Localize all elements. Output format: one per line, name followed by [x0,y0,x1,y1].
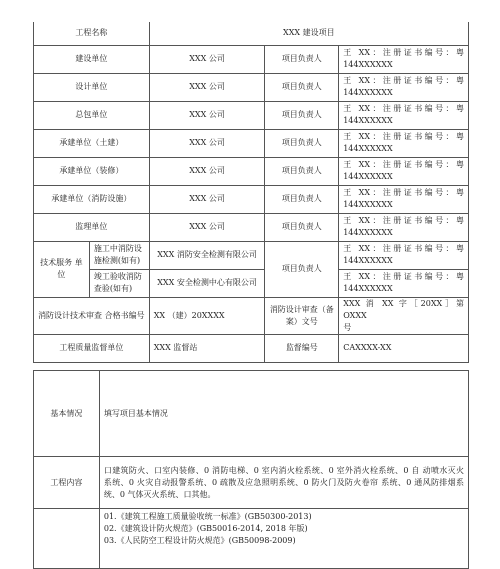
person-line-2: 144XXXXXX [343,144,393,153]
unit-role: 项目负责人 [265,45,339,73]
unit-label: 承建单位（装修） [34,157,150,185]
table-row [34,334,469,362]
person-line-2: 144XXXXXX [343,200,393,209]
unit-company: XXX 公司 [149,157,265,185]
table-row [34,241,469,269]
unit-company: XXX 公司 [149,213,265,241]
tech-company: XXX 安全检测中心有限公司 [149,269,265,297]
unit-company: XXX 公司 [149,185,265,213]
review-value-2 [339,297,469,334]
table-row [34,22,469,45]
unit-company: XXX 公司 [149,73,265,101]
review-value-2-line-2: 号 [343,322,352,332]
unit-company: XXX 公司 [149,101,265,129]
tech-sub-line-1: 竣工验收消防 [93,272,142,281]
unit-label: 承建单位（消防设施） [34,185,150,213]
tech-sub-line-1: 施工中消防设 [93,244,142,253]
table-row [34,269,469,297]
content-line-1: 口建筑防火、口室内装修、0 消防电梯、0 室内消火栓系统、0 室外消火栓系统、0 自 动喷水灭火 [103,465,464,475]
tech-person [339,269,469,297]
review-label: 消防设计技术审查 合格书编号 [34,297,150,334]
person-line-2: 144XXXXXX [343,172,393,181]
table-row [34,129,469,157]
tech-person [339,241,469,269]
review-value: XX （建）20XXXX [149,297,265,334]
table-row [34,101,469,129]
table-row [34,457,469,509]
person-line-1: 王 XX：注册证书编号：粤 [343,216,464,225]
unit-person [339,157,469,185]
person-line-2: 144XXXXXX [343,228,393,237]
standards-label [34,509,100,569]
unit-role: 项目负责人 [265,213,339,241]
person-line-2: 144XXXXXX [343,256,393,265]
unit-label: 总包单位 [34,101,150,129]
review-value-2-line-1: XXX 消 XX 字［20XX］第 OXXX [343,298,464,320]
tech-sub-line-2: 施检测(如有) [93,256,141,265]
supervision-label: 工程质量监督单位 [34,334,150,362]
project-detail-table [33,370,469,569]
unit-label: 设计单位 [34,73,150,101]
content-line-3: 统、0 气体灭火系统、口其他。 [103,489,216,499]
unit-person [339,101,469,129]
person-line-1: 王 XX：注册证书编号：粤 [343,132,464,141]
standard-item: 03.《人民防空工程设计防火规范》(GB50098-2009) [103,536,296,545]
person-line-2: 144XXXXXX [343,116,393,125]
unit-label: 监理单位 [34,213,150,241]
person-line-2: 144XXXXXX [343,60,393,69]
standard-item: 02.《建筑设计防火规范》(GB50016-2014, 2018 年版) [103,524,308,533]
unit-role: 项目负责人 [265,185,339,213]
table-row [34,45,469,73]
person-line-1: 王 XX：注册证书编号：粤 [343,272,464,281]
review-label-2-line-2: 案）文号 [285,316,318,326]
table-row [34,509,469,569]
content-value [99,457,468,509]
person-line-1: 王 XX：注册证书编号：粤 [343,104,464,113]
supervision-no-value: CAXXXX-XX [339,334,469,362]
unit-role: 项目负责人 [265,129,339,157]
table-row [34,157,469,185]
review-label-2-line-1: 消防设计审查（备 [269,304,334,314]
table-row [34,213,469,241]
unit-person [339,185,469,213]
unit-role: 项目负责人 [265,73,339,101]
tech-sub-line-2: 查验(如有) [93,284,133,293]
content-line-2: 系统、0 火灾自动报警系统、0 疏散及应急照明系统、0 防火门及防火卷帘 系统、0 通风防排烟系 [103,477,464,487]
supervision-no-label: 监督编号 [265,334,339,362]
unit-role: 项目负责人 [265,101,339,129]
table-row [34,73,469,101]
person-line-1: 王 XX：注册证书编号：粤 [343,76,464,85]
standards-list [99,509,468,569]
project-name-value: XXX 建设项目 [149,22,468,45]
tech-company: XXX 消防安全检测有限公司 [149,241,265,269]
unit-company: XXX 公司 [149,45,265,73]
basic-info-value: 填写项目基本情况 [99,371,468,457]
tech-sub-label [89,241,149,269]
person-line-2: 144XXXXXX [343,88,393,97]
unit-person [339,129,469,157]
supervision-value: XXX 监督站 [149,334,265,362]
basic-info-label: 基本情况 [34,371,100,457]
unit-company: XXX 公司 [149,129,265,157]
project-name-label: 工程名称 [34,22,150,45]
tech-role: 项目负责人 [265,241,339,297]
unit-label: 承建单位（土建） [34,129,150,157]
person-line-1: 王 XX：注册证书编号：粤 [343,188,464,197]
person-line-1: 王 XX：注册证书编号：粤 [343,244,464,253]
unit-person [339,213,469,241]
person-line-1: 王 XX：注册证书编号：粤 [343,160,464,169]
person-line-1: 王 XX：注册证书编号：粤 [343,48,464,57]
table-row [34,371,469,457]
tech-service-label: 技术服务 单位 [34,241,90,297]
unit-person [339,73,469,101]
standard-item: 01.《建筑工程施工质量验收统一标准》(GB50300-2013) [103,512,312,521]
content-label: 工程内容 [34,457,100,509]
table-row [34,185,469,213]
review-label-2 [265,297,339,334]
tech-sub-label [89,269,149,297]
table-row [34,297,469,334]
person-line-2: 144XXXXXX [343,284,393,293]
project-info-table [33,22,469,363]
unit-label: 建设单位 [34,45,150,73]
unit-role: 项目负责人 [265,157,339,185]
unit-person [339,45,469,73]
